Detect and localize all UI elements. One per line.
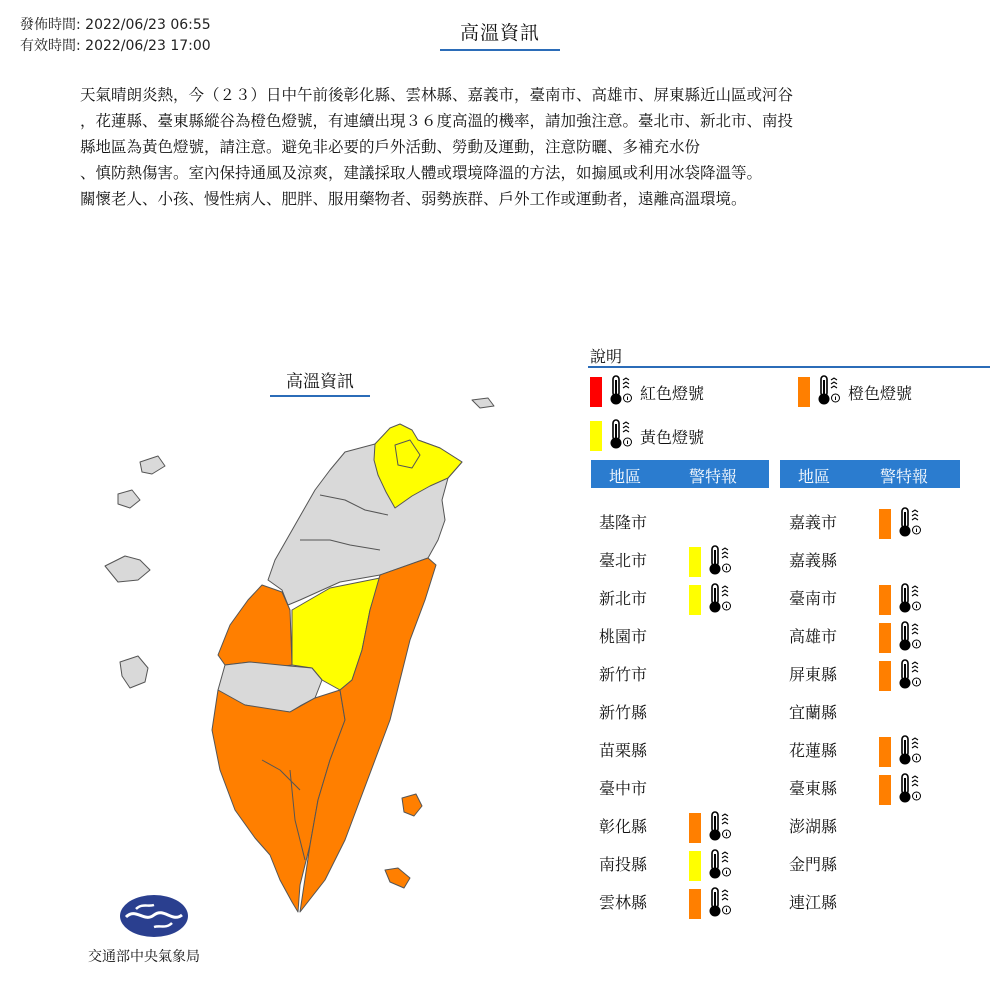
thermometer-icon bbox=[897, 582, 923, 618]
table-row bbox=[789, 886, 959, 916]
table-row bbox=[789, 506, 959, 536]
cwb-logo-icon bbox=[118, 893, 190, 939]
legend-title: 說明 bbox=[590, 347, 623, 366]
table-row bbox=[599, 886, 769, 916]
region-name: 臺北市 bbox=[599, 551, 648, 570]
region-name: 嘉義縣 bbox=[789, 551, 838, 570]
table-row bbox=[599, 696, 769, 726]
table-row bbox=[599, 506, 769, 536]
thermometer-icon bbox=[897, 506, 923, 542]
column-header-region: 地區 bbox=[609, 467, 642, 486]
warning-swatch bbox=[879, 585, 891, 615]
warning-indicator-orange bbox=[879, 506, 923, 542]
warning-indicator-yellow bbox=[689, 544, 733, 580]
thermometer-icon bbox=[707, 582, 733, 618]
description-line: 天氣晴朗炎熱，今（２３）日中午前後彰化縣、雲林縣、嘉義市，臺南市、高雄市、屏東縣近山區或河谷 bbox=[80, 86, 794, 104]
region-name: 嘉義市 bbox=[789, 513, 838, 532]
legend-divider bbox=[588, 366, 990, 368]
warning-swatch bbox=[879, 661, 891, 691]
map-island-ludao bbox=[385, 868, 410, 888]
warning-indicator-orange bbox=[879, 582, 923, 618]
map-island-penghu bbox=[140, 456, 165, 474]
warning-swatch bbox=[689, 851, 701, 881]
legend-label: 橙色燈號 bbox=[848, 383, 913, 403]
table-row bbox=[599, 848, 769, 878]
region-name: 金門縣 bbox=[789, 855, 838, 874]
thermometer-icon bbox=[707, 810, 733, 846]
table-row bbox=[789, 582, 959, 612]
table-row bbox=[789, 620, 959, 650]
warning-swatch bbox=[879, 623, 891, 653]
table-row bbox=[599, 810, 769, 840]
warning-indicator-orange bbox=[879, 658, 923, 694]
legend-swatch-orange bbox=[798, 377, 810, 407]
table-row bbox=[789, 734, 959, 764]
warning-indicator-orange bbox=[879, 734, 923, 770]
region-name: 臺南市 bbox=[789, 589, 838, 608]
warning-indicator-yellow bbox=[689, 848, 733, 884]
region-name: 桃園市 bbox=[599, 627, 648, 646]
warning-indicator-orange bbox=[689, 810, 733, 846]
map-island bbox=[472, 398, 494, 408]
region-name: 基隆市 bbox=[599, 513, 648, 532]
description-line: 關懷老人、小孩、慢性病人、肥胖、服用藥物者、弱勢族群、戶外工作或運動者，遠離高溫環境。 bbox=[80, 190, 747, 208]
warning-indicator-orange bbox=[879, 772, 923, 808]
warning-swatch bbox=[879, 775, 891, 805]
region-name: 苗栗縣 bbox=[599, 741, 648, 760]
thermometer-icon bbox=[816, 374, 842, 410]
table-row bbox=[599, 772, 769, 802]
thermometer-icon bbox=[707, 886, 733, 922]
thermometer-icon bbox=[707, 848, 733, 884]
warning-indicator-yellow bbox=[689, 582, 733, 618]
table-row bbox=[789, 848, 959, 878]
region-name: 臺東縣 bbox=[789, 779, 838, 798]
region-name: 連江縣 bbox=[789, 893, 838, 912]
thermometer-icon bbox=[897, 734, 923, 770]
map-island-penghu bbox=[118, 490, 140, 508]
warning-swatch bbox=[689, 813, 701, 843]
table-row bbox=[599, 582, 769, 612]
legend-label: 黃色燈號 bbox=[640, 427, 705, 447]
table-row bbox=[789, 544, 959, 574]
legend-item-yellow bbox=[590, 418, 704, 454]
description-line: 縣地區為黃色燈號，請注意。避免非必要的戶外活動、勞動及運動，注意防曬、多補充水份 bbox=[80, 138, 701, 156]
issue-time-label: 發佈時間: bbox=[20, 17, 81, 33]
map-island-lanyu bbox=[402, 794, 422, 816]
region-name: 屏東縣 bbox=[789, 665, 838, 684]
table-row bbox=[599, 734, 769, 764]
warning-swatch bbox=[689, 547, 701, 577]
region-name: 新竹市 bbox=[599, 665, 648, 684]
warning-swatch bbox=[689, 585, 701, 615]
valid-time-label: 有效時間: bbox=[20, 38, 81, 54]
legend-item-red bbox=[590, 374, 704, 410]
legend-label: 紅色燈號 bbox=[640, 383, 705, 403]
thermometer-icon bbox=[897, 658, 923, 694]
region-name: 花蓮縣 bbox=[789, 741, 838, 760]
description-line: ，花蓮縣、臺東縣縱谷為橙色燈號，有連續出現３６度高溫的機率，請加強注意。臺北市、新北市、南投 bbox=[80, 112, 794, 130]
valid-time-value: 2022/06/23 17:00 bbox=[85, 38, 211, 54]
thermometer-icon bbox=[608, 374, 634, 410]
warning-swatch bbox=[879, 737, 891, 767]
legend-item-orange bbox=[798, 374, 912, 410]
table-row bbox=[599, 658, 769, 688]
thermometer-icon bbox=[707, 544, 733, 580]
column-header-region: 地區 bbox=[798, 467, 831, 486]
table-header-right bbox=[780, 460, 960, 488]
table-row bbox=[789, 810, 959, 840]
map-region-changhua bbox=[218, 585, 292, 668]
map-title: 高溫資訊 bbox=[270, 367, 370, 397]
legend-swatch-yellow bbox=[590, 421, 602, 451]
thermometer-icon bbox=[608, 418, 634, 454]
warning-indicator-orange bbox=[689, 886, 733, 922]
region-name: 彰化縣 bbox=[599, 817, 648, 836]
thermometer-icon bbox=[897, 772, 923, 808]
warning-swatch bbox=[689, 889, 701, 919]
region-name: 澎湖縣 bbox=[789, 817, 838, 836]
table-row bbox=[789, 696, 959, 726]
map-island-penghu bbox=[120, 656, 148, 688]
thermometer-icon bbox=[897, 620, 923, 656]
page-title: 高溫資訊 bbox=[440, 18, 560, 51]
warning-indicator-orange bbox=[879, 620, 923, 656]
region-name: 新北市 bbox=[599, 589, 648, 608]
region-name: 南投縣 bbox=[599, 855, 648, 874]
region-name: 臺中市 bbox=[599, 779, 648, 798]
issue-time-value: 2022/06/23 06:55 bbox=[85, 17, 211, 33]
table-row bbox=[599, 544, 769, 574]
table-header-left bbox=[591, 460, 769, 488]
description-line: 、慎防熱傷害。室內保持通風及涼爽，建議採取人體或環境降溫的方法，如搧風或利用冰袋降溫等。 bbox=[80, 164, 763, 182]
region-name: 宜蘭縣 bbox=[789, 703, 838, 722]
column-header-warning: 警特報 bbox=[880, 467, 929, 486]
agency-name: 交通部中央氣象局 bbox=[88, 949, 200, 965]
table-row bbox=[599, 620, 769, 650]
map-island-penghu bbox=[105, 556, 150, 582]
warning-swatch bbox=[879, 509, 891, 539]
region-name: 新竹縣 bbox=[599, 703, 648, 722]
table-row bbox=[789, 658, 959, 688]
column-header-warning: 警特報 bbox=[689, 467, 738, 486]
table-row bbox=[789, 772, 959, 802]
region-name: 高雄市 bbox=[789, 627, 838, 646]
legend-swatch-red bbox=[590, 377, 602, 407]
region-name: 雲林縣 bbox=[599, 893, 648, 912]
